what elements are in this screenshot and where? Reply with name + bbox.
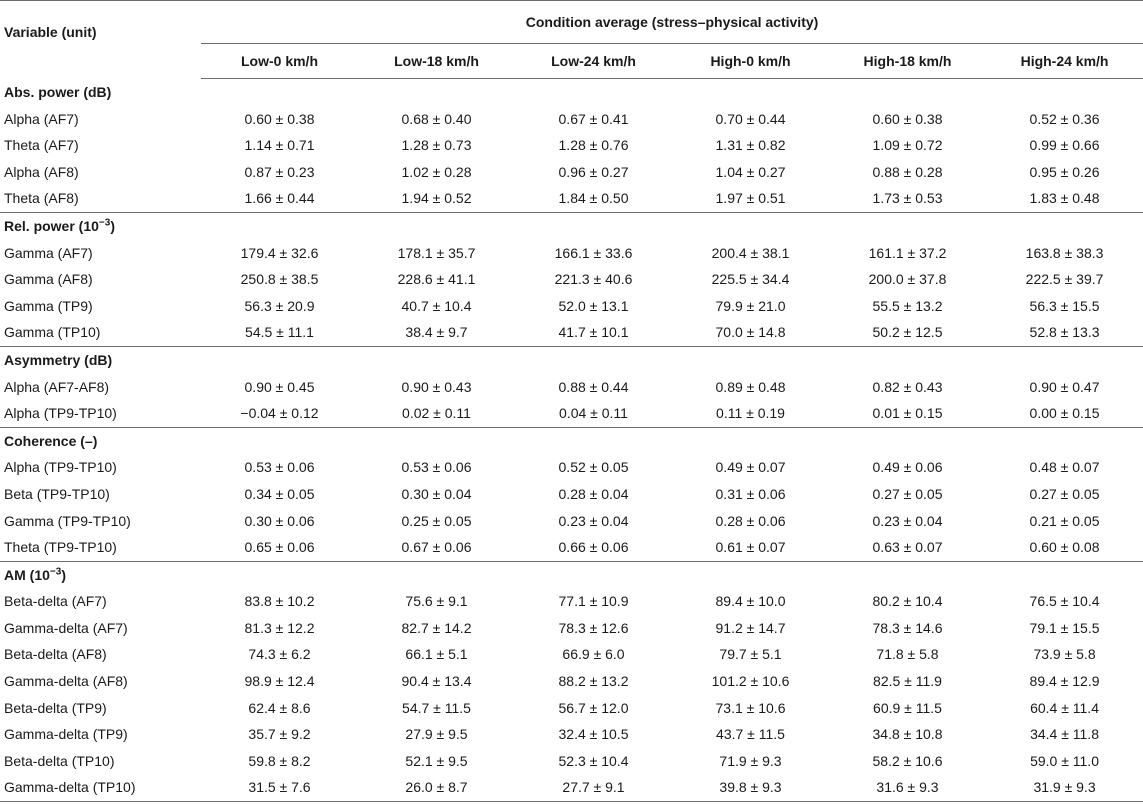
row-label: Gamma-delta (TP9) [4, 726, 128, 743]
table-cell: 71.8 ± 5.8 [876, 646, 939, 663]
table-row [0, 159, 1143, 186]
table-cell: 31.9 ± 9.3 [986, 774, 1143, 801]
table-cell: 52.3 ± 10.4 [558, 752, 629, 769]
row-label: Gamma-delta (AF8) [4, 673, 128, 690]
table-cell: 1.04 ± 0.27 [715, 163, 786, 180]
table-cell: 1.02 ± 0.28 [401, 163, 472, 180]
table-cell: 0.25 ± 0.05 [401, 512, 472, 529]
table-row [0, 374, 1143, 401]
row-label: Gamma (TP10) [4, 324, 101, 341]
section-title-text: Abs. power (dB) [4, 84, 112, 100]
table-cell: 90.4 ± 13.4 [401, 673, 472, 690]
table-cell: 89.4 ± 10.0 [715, 593, 786, 610]
table-cell: 1.28 ± 0.76 [558, 137, 629, 154]
row-label: Beta-delta (AF7) [4, 593, 107, 610]
table-cell: 52.8 ± 13.3 [1029, 324, 1100, 341]
table-cell: 0.52 ± 0.36 [1029, 110, 1100, 127]
table-cell: 91.2 ± 14.7 [715, 619, 786, 636]
row-label: Gamma (TP9) [4, 297, 93, 314]
table-cell: 0.90 ± 0.43 [401, 378, 472, 395]
table-cell: 0.01 ± 0.15 [872, 405, 943, 422]
table-cell: 1.14 ± 0.71 [244, 137, 315, 154]
condition-header: High-0 km/h [672, 44, 829, 79]
table-cell: 0.61 ± 0.07 [715, 539, 786, 556]
table-cell: 81.3 ± 12.2 [244, 619, 315, 636]
table-cell: 0.66 ± 0.06 [558, 539, 629, 556]
row-label: Alpha (TP9-TP10) [4, 405, 117, 422]
table-cell: 79.7 ± 5.1 [719, 646, 782, 663]
section-title-end: ) [110, 217, 115, 234]
table-cell: 0.28 ± 0.04 [558, 485, 629, 502]
table-row [0, 748, 1143, 775]
condition-header: Low-18 km/h [358, 44, 515, 79]
condition-header: Low-0 km/h [201, 44, 358, 79]
table-cell: 75.6 ± 9.1 [405, 593, 468, 610]
table-cell: 0.82 ± 0.43 [872, 378, 943, 395]
condition-header: High-18 km/h [829, 44, 986, 79]
table-cell: 0.04 ± 0.11 [559, 405, 628, 422]
table-cell: 228.6 ± 41.1 [397, 271, 476, 288]
table-cell: 0.90 ± 0.47 [1029, 378, 1100, 395]
table-cell: 89.4 ± 12.9 [1029, 673, 1100, 690]
table-cell: 78.3 ± 12.6 [558, 619, 629, 636]
table-cell: 76.5 ± 10.4 [1029, 593, 1100, 610]
table-cell: 0.60 ± 0.38 [244, 110, 315, 127]
table-cell: 101.2 ± 10.6 [711, 673, 790, 690]
section-title-text: Rel. power (10 [4, 217, 99, 234]
table-cell: 221.3 ± 40.6 [554, 271, 633, 288]
table-cell: 0.11 ± 0.19 [716, 405, 785, 422]
section-title [0, 79, 1143, 106]
row-label: Theta (AF7) [4, 137, 79, 154]
row-label: Gamma (AF7) [4, 244, 93, 261]
table-cell: 74.3 ± 6.2 [248, 646, 311, 663]
table-cell: 0.65 ± 0.06 [244, 539, 315, 556]
table-cell: 73.1 ± 10.6 [715, 699, 786, 716]
table-cell: 39.8 ± 9.3 [672, 774, 829, 801]
section-title [0, 346, 1143, 373]
table-cell: 52.1 ± 9.5 [405, 752, 468, 769]
condition-header: Low-24 km/h [515, 44, 672, 79]
table-row [0, 185, 1143, 212]
table-cell: 0.89 ± 0.48 [715, 378, 786, 395]
table-row [0, 106, 1143, 133]
table-cell: 27.7 ± 9.1 [515, 774, 672, 801]
table-cell: 43.7 ± 11.5 [716, 726, 785, 743]
table-cell: 83.8 ± 10.2 [244, 593, 315, 610]
table-row [0, 240, 1143, 267]
table-cell: 73.9 ± 5.8 [1033, 646, 1096, 663]
table-cell: 77.1 ± 10.9 [558, 593, 629, 610]
section-title-text: Coherence (–) [4, 432, 98, 449]
table-cell: 0.88 ± 0.28 [872, 163, 943, 180]
table-cell: 0.60 ± 0.08 [1029, 539, 1100, 556]
table-cell: 98.9 ± 12.4 [244, 673, 315, 690]
table-cell: 200.0 ± 37.8 [868, 271, 947, 288]
table-cell: 52.0 ± 13.1 [558, 297, 629, 314]
section-header-row [0, 346, 1143, 373]
table-cell: 0.34 ± 0.05 [244, 485, 315, 502]
table-cell: 54.5 ± 11.1 [245, 324, 314, 341]
table-row [0, 454, 1143, 481]
table-cell: 60.9 ± 11.5 [873, 699, 942, 716]
table-cell: 1.31 ± 0.82 [715, 137, 786, 154]
table-cell: 82.7 ± 14.2 [401, 619, 472, 636]
variable-column-header: Variable (unit) [0, 1, 201, 79]
table-cell: 78.3 ± 14.6 [872, 619, 943, 636]
table-cell: 1.84 ± 0.50 [558, 190, 629, 207]
table-cell: 31.6 ± 9.3 [829, 774, 986, 801]
table-cell: 225.5 ± 34.4 [711, 271, 790, 288]
table-cell: 0.02 ± 0.11 [402, 405, 471, 422]
table-cell: 0.68 ± 0.40 [401, 110, 472, 127]
table-cell: 31.5 ± 7.6 [201, 774, 358, 801]
table-row [0, 774, 1143, 801]
table-cell: 222.5 ± 39.7 [1025, 271, 1104, 288]
table-cell: 0.87 ± 0.23 [244, 163, 315, 180]
table-cell: 0.49 ± 0.06 [872, 459, 943, 476]
section-title-text: AM (10 [4, 566, 50, 583]
table-cell: 56.3 ± 15.5 [1029, 297, 1100, 314]
table-cell: 0.23 ± 0.04 [558, 512, 629, 529]
section-title [0, 561, 1143, 588]
table-row [0, 668, 1143, 695]
table-cell: 26.0 ± 8.7 [358, 774, 515, 801]
table-cell: 34.4 ± 11.8 [1030, 726, 1099, 743]
table-cell: 0.28 ± 0.06 [715, 512, 786, 529]
table-cell: 59.8 ± 8.2 [248, 752, 311, 769]
table-cell: 163.8 ± 38.3 [1025, 244, 1104, 261]
table-cell: 0.96 ± 0.27 [558, 163, 629, 180]
table-row [0, 534, 1143, 561]
row-label: Gamma (AF8) [4, 271, 93, 288]
table-cell: 71.9 ± 9.3 [719, 752, 782, 769]
row-label: Alpha (AF7-AF8) [4, 378, 110, 395]
section-title-text: Asymmetry (dB) [4, 351, 113, 368]
table-cell: 0.63 ± 0.07 [872, 539, 943, 556]
row-label: Alpha (TP9-TP10) [4, 459, 117, 476]
table-cell: 0.27 ± 0.05 [1029, 485, 1100, 502]
row-label: Beta-delta (TP9) [4, 699, 107, 716]
table-cell: 58.2 ± 10.6 [872, 752, 943, 769]
condition-group-header: Condition average (stress–physical activity) [201, 1, 1143, 44]
row-label: Gamma (TP9-TP10) [4, 512, 131, 529]
table-cell: 0.31 ± 0.06 [715, 485, 786, 502]
table-row [0, 588, 1143, 615]
section-title-exponent: −3 [98, 217, 111, 229]
table-cell: 79.9 ± 21.0 [715, 297, 786, 314]
table-cell: 70.0 ± 14.8 [715, 324, 786, 341]
section-title-end: ) [61, 566, 66, 583]
table-cell: 1.28 ± 0.73 [401, 137, 472, 154]
table-cell: 34.8 ± 10.8 [872, 726, 943, 743]
row-label: Alpha (AF8) [4, 163, 79, 180]
table-cell: 88.2 ± 13.2 [558, 673, 629, 690]
table-row [0, 721, 1143, 748]
row-label: Beta (TP9-TP10) [4, 485, 110, 502]
table-row [0, 293, 1143, 320]
row-label: Gamma-delta (TP10) [0, 774, 201, 801]
section-title-exponent: −3 [49, 566, 62, 578]
table-cell: 0.49 ± 0.07 [715, 459, 786, 476]
section-header-row [0, 79, 1143, 106]
table-row [0, 508, 1143, 535]
section-header-row [0, 561, 1143, 588]
table-cell: 27.9 ± 9.5 [405, 726, 468, 743]
table-body [0, 79, 1143, 802]
table-cell: 1.09 ± 0.72 [872, 137, 943, 154]
table-cell: 0.88 ± 0.44 [558, 378, 629, 395]
table-cell: 32.4 ± 10.5 [558, 726, 629, 743]
table-cell: 0.52 ± 0.05 [558, 459, 629, 476]
table-cell: 35.7 ± 9.2 [248, 726, 311, 743]
table-cell: 80.2 ± 10.4 [872, 593, 943, 610]
row-label: Beta-delta (TP10) [4, 752, 115, 769]
header-row-group [0, 1, 1143, 44]
table-cell: 161.1 ± 37.2 [868, 244, 947, 261]
table-cell: 179.4 ± 32.6 [240, 244, 319, 261]
condition-header: High-24 km/h [986, 44, 1143, 79]
table-cell: 41.7 ± 10.1 [558, 324, 629, 341]
table-cell: 59.0 ± 11.0 [1030, 752, 1099, 769]
table-cell: 56.7 ± 12.0 [558, 699, 629, 716]
table-cell: 200.4 ± 38.1 [711, 244, 790, 261]
table-cell: 56.3 ± 20.9 [244, 297, 315, 314]
table-cell: 54.7 ± 11.5 [402, 699, 471, 716]
table-cell: 0.00 ± 0.15 [1029, 405, 1100, 422]
row-label: Beta-delta (AF8) [4, 646, 107, 663]
table-row [0, 615, 1143, 642]
table-row [0, 132, 1143, 159]
section-title [0, 212, 1143, 239]
table-cell: 0.99 ± 0.66 [1029, 137, 1100, 154]
table-cell: 0.67 ± 0.41 [558, 110, 629, 127]
table-row [0, 266, 1143, 293]
table-cell: 50.2 ± 12.5 [872, 324, 943, 341]
row-label: Gamma-delta (AF7) [4, 619, 128, 636]
table-row [0, 400, 1143, 427]
table-cell: 79.1 ± 15.5 [1029, 619, 1100, 636]
table-cell: 0.60 ± 0.38 [872, 110, 943, 127]
row-label: Theta (TP9-TP10) [4, 539, 117, 556]
table-cell: 55.5 ± 13.2 [872, 297, 943, 314]
table-cell: 1.73 ± 0.53 [872, 190, 943, 207]
section-header-row [0, 427, 1143, 454]
table-cell: 66.9 ± 6.0 [562, 646, 625, 663]
table-cell: 0.23 ± 0.04 [872, 512, 943, 529]
section-title [0, 427, 1143, 454]
table-cell: 0.70 ± 0.44 [715, 110, 786, 127]
table-cell: 178.1 ± 35.7 [397, 244, 476, 261]
table-cell: 250.8 ± 38.5 [240, 271, 319, 288]
table-cell: 0.27 ± 0.05 [872, 485, 943, 502]
table-cell: 82.5 ± 11.9 [873, 673, 942, 690]
table-row [0, 641, 1143, 668]
table-cell: 0.95 ± 0.26 [1029, 163, 1100, 180]
table-row [0, 695, 1143, 722]
table-cell: 1.97 ± 0.51 [715, 190, 786, 207]
table-cell: 62.4 ± 8.6 [248, 699, 311, 716]
row-label: Alpha (AF7) [4, 110, 79, 127]
table-cell: 38.4 ± 9.7 [405, 324, 468, 341]
table-row [0, 481, 1143, 508]
table-cell: 0.90 ± 0.45 [244, 378, 315, 395]
table-cell: 40.7 ± 10.4 [401, 297, 472, 314]
section-header-row [0, 212, 1143, 239]
table-cell: 0.30 ± 0.04 [401, 485, 472, 502]
table-cell: 1.66 ± 0.44 [244, 190, 315, 207]
row-label: Theta (AF8) [4, 190, 79, 207]
table-cell: 66.1 ± 5.1 [405, 646, 468, 663]
table-cell: 1.83 ± 0.48 [1029, 190, 1100, 207]
table-cell: 0.53 ± 0.06 [401, 459, 472, 476]
table-cell: 0.48 ± 0.07 [1029, 459, 1100, 476]
table-cell: 0.67 ± 0.06 [401, 539, 472, 556]
table-cell: 0.53 ± 0.06 [244, 459, 315, 476]
table-cell: −0.04 ± 0.12 [240, 405, 319, 422]
table-cell: 0.21 ± 0.05 [1029, 512, 1100, 529]
table-cell: 166.1 ± 33.6 [554, 244, 633, 261]
table-row [0, 319, 1143, 346]
table-cell: 0.30 ± 0.06 [244, 512, 315, 529]
table-header [0, 1, 1143, 79]
table-cell: 1.94 ± 0.52 [401, 190, 472, 207]
table-cell: 60.4 ± 11.4 [1030, 699, 1099, 716]
